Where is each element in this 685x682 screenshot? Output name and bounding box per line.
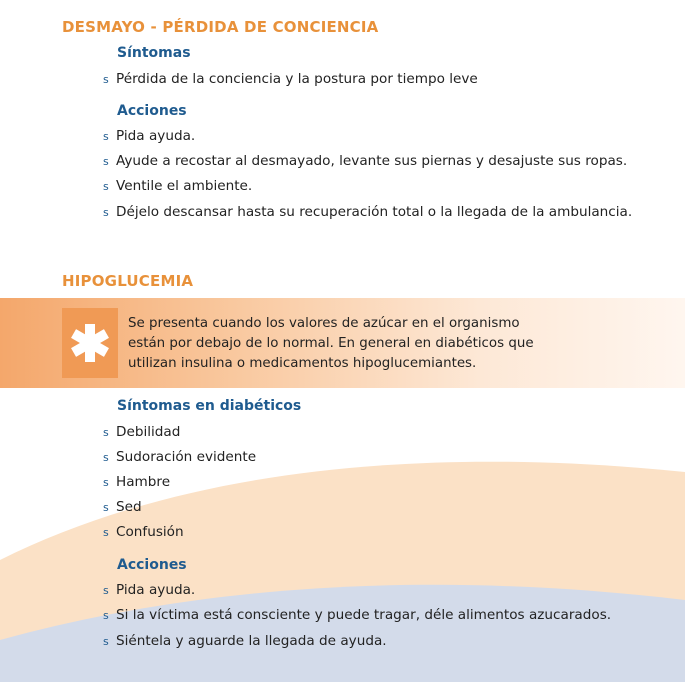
bullet-icon: s <box>103 584 109 597</box>
list-item <box>103 582 195 599</box>
list-item <box>103 71 478 88</box>
bullet-icon: s <box>103 476 109 489</box>
callout-line: están por debajo de lo normal. En general en diabéticos que <box>128 336 534 351</box>
list-item-text: Pida ayuda. <box>116 582 196 598</box>
bullet-icon: s <box>103 180 109 193</box>
list-item <box>103 204 632 221</box>
section-title-hipoglucemia: HIPOGLUCEMIA <box>62 272 194 290</box>
list-item-text: Debilidad <box>116 424 181 440</box>
list-item-text: Sed <box>116 499 142 515</box>
list-item-text: Pida ayuda. <box>116 128 196 144</box>
list-item <box>103 499 142 516</box>
bullet-icon: s <box>103 426 109 439</box>
callout-line: Se presenta cuando los valores de azúcar en el organismo <box>128 316 520 331</box>
bullet-icon: s <box>103 501 109 514</box>
callout-icon-box <box>62 308 118 378</box>
bullet-icon: s <box>103 73 109 86</box>
callout-text <box>128 314 588 374</box>
bullet-icon: s <box>103 526 109 539</box>
bullet-icon: s <box>103 130 109 143</box>
list-item <box>103 128 195 145</box>
asterisk-medical-icon <box>62 308 118 378</box>
list-item <box>103 153 627 170</box>
list-item-text: Confusión <box>116 524 184 540</box>
list-item-text: Déjelo descansar hasta su recuperación total o la llegada de la ambulancia. <box>116 204 633 220</box>
list-item-text: Pérdida de la conciencia y la postura por tiempo leve <box>116 71 478 87</box>
bullet-icon: s <box>103 155 109 168</box>
list-item-text: Ayude a recostar al desmayado, levante sus piernas y desajuste sus ropas. <box>116 153 628 169</box>
bullet-icon: s <box>103 206 109 219</box>
bullet-icon: s <box>103 609 109 622</box>
list-item-text: Si la víctima está consciente y puede tragar, déle alimentos azucarados. <box>116 607 612 623</box>
bullet-icon: s <box>103 635 109 648</box>
list-item-text: Hambre <box>116 474 171 490</box>
subheading-sintomas: Síntomas <box>117 45 191 61</box>
list-item-text: Ventile el ambiente. <box>116 178 253 194</box>
subheading-sintomas-diabeticos: Síntomas en diabéticos <box>117 398 302 414</box>
list-item <box>103 178 252 195</box>
subheading-acciones: Acciones <box>117 103 187 119</box>
list-item <box>103 607 611 624</box>
list-item <box>103 449 256 466</box>
list-item-text: Sudoración evidente <box>116 449 257 465</box>
callout-line: utilizan insulina o medicamentos hipoglucemiantes. <box>128 356 477 371</box>
section-title-desmayo: DESMAYO - PÉRDIDA DE CONCIENCIA <box>62 18 379 36</box>
list-item <box>103 424 180 441</box>
subheading-acciones: Acciones <box>117 557 187 573</box>
list-item <box>103 633 387 650</box>
list-item <box>103 474 170 491</box>
bullet-icon: s <box>103 451 109 464</box>
list-item <box>103 524 184 541</box>
list-item-text: Siéntela y aguarde la llegada de ayuda. <box>116 633 387 649</box>
